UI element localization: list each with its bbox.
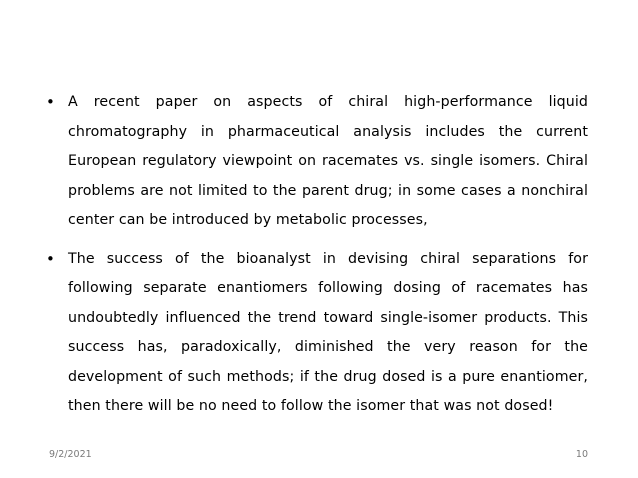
footer-date: 9/2/2021: [49, 449, 92, 460]
footer-page-number: 10: [575, 449, 588, 460]
slide-body: [46, 88, 588, 431]
bullet-item: [46, 245, 588, 422]
bullet-text: A recent paper on aspects of chiral high-performance liquid chromatography in pharmaceutical analysis includes the current European regulatory viewpoint on racemates vs. single isomers. Chiral problems are not limited to the parent drug; in some cases a nonchiral center can be introduced by metabolic processes,: [68, 94, 588, 228]
bullet-item: [46, 88, 588, 236]
bullet-text: The success of the bioanalyst in devising chiral separations for following separate enantiomers following dosing of racemates has undoubtedly influenced the trend toward single-isomer products. This success has, paradoxically, diminished the very reason for the development of such methods; if the drug dosed is a pure enantiomer, then there will be no need to follow the isomer that was not dosed!: [68, 250, 588, 414]
bullet-dot-icon: •: [46, 93, 55, 111]
bullet-dot-icon: •: [46, 249, 55, 268]
